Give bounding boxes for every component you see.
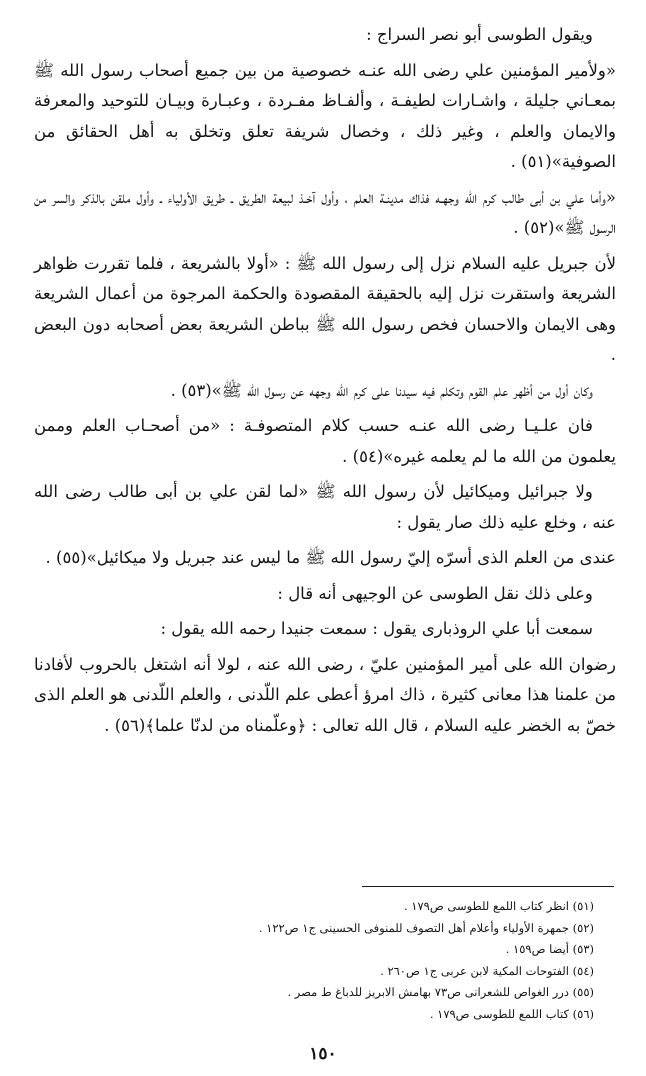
paragraph-9: وعلى ذلك نقل الطوسى عن الوجيهى أنه قال : [277,583,593,603]
page-number: ١٥٠ [309,1044,337,1064]
footnote-item: (٥٢) جمهرة الأولياء وأعلام أهل التصوف للمنوفى الحسينى ج١ ص١٢٢ . [258,920,594,935]
paragraph-4: لأن جبريل عليه السلام نزل إلى رسول الله ﷺ : «أولا بالشريعة ، فلما تقررت ظواهر الشريعة واستقرت نزل إليه بالحقيقة المقصودة والحكمة المرجوة من أعمال الشريعة وهى الايمان والاحسان فخص رسول الله ﷺ بباطن الشريعة بعض أصحابه دون البعض . [34,253,616,364]
paragraph-1: ويقول الطوسى أبو نصر السراج : [366,25,593,44]
footnote-item: (٥٣) أيضا ص١٥٩ . [505,942,594,956]
footnotes [34,896,594,1025]
paragraph-8: عندى من العلم الذى أسرّه إليّ رسول الله ﷺ ما ليس عند جبريل ولا ميكائيل»(٥٥) . [45,548,616,567]
footnote-item: (٥٤) الفتوحات المكية لابن عربى ج١ ص٢٦٠ . [380,963,594,978]
paragraph-3: «وأما علي بن أبى طالب كرم الله وجهـه فذاك مدينـة العلم ، وأول آخـذ لبيعة الطريق ـ طريق الأولياء ـ وأول ملقن بالذكر والسر من الرسول ﷺ»(٥٢) . [34,187,616,237]
paragraph-5: وكان أول من أظهر علم القوم وتكلم فيه سيدنا على كرم الله وجهه عن رسول الله ﷺ»(٥٣) . [170,380,593,400]
footnote-divider [362,886,614,887]
footnote-item: (٥٥) درر الغواص للشعرانى ص٧٣ بهامش الابريز للدباغ ط مصر . [287,985,594,999]
footnote-item: (٥١) انظر كتاب اللمع للطوسى ص١٧٩ . [403,899,594,913]
paragraph-7: ولا جبرائيل وميكائيل لأن رسول الله ﷺ «لما لقن علي بن أبى طالب رضى الله عنه ، وخلع عليه ذلك صار يقول : [34,482,616,532]
paragraph-6: فان علـيـا رضى الله عنـه حسب كلام المتصوفـة : «من أصحـاب العلم وممن يعلمون من الله ما لم يعلمه غيره»(٥٤) . [34,416,616,466]
footnote-item: (٥٦) كتاب اللمع للطوسى ص١٧٩ . [429,1006,594,1021]
paragraph-10: سمعت أبا علي الروذبارى يقول : سمعت جنيدا رحمه الله يقول : [160,619,593,638]
main-text [34,20,616,746]
paragraph-2: «ولأمير المؤمنين علي رضى الله عنـه خصوصية من بين جميع أصحاب رسول الله ﷺ بمعـاني جليلة ، واشـارات لطيفـة ، وألفـاظ مفـردة ، وعبـارة وبيـان للتوحيد والمعرفة والايمان والعلم ، وغير ذلك ، وخصال شريفة تعلق وتخلق به أهل الحقائق من الصوفية»(٥١) . [34,60,616,171]
paragraph-11: رضوان الله على أمير المؤمنين عليّ ، رضى الله عنه ، لولا أنه اشتغل بالحروب لأفادنا من علمنا هذا معانى كثيرة ، ذاك امرؤ أعطى علم اللّدنى ، والعلم اللّدنى هو العلم الذى خصّ به الخضر عليه السلام ، قال الله تعالى : ﴿وعلّمناه من لدنّا علما﴾(٥٦) . [34,654,616,735]
